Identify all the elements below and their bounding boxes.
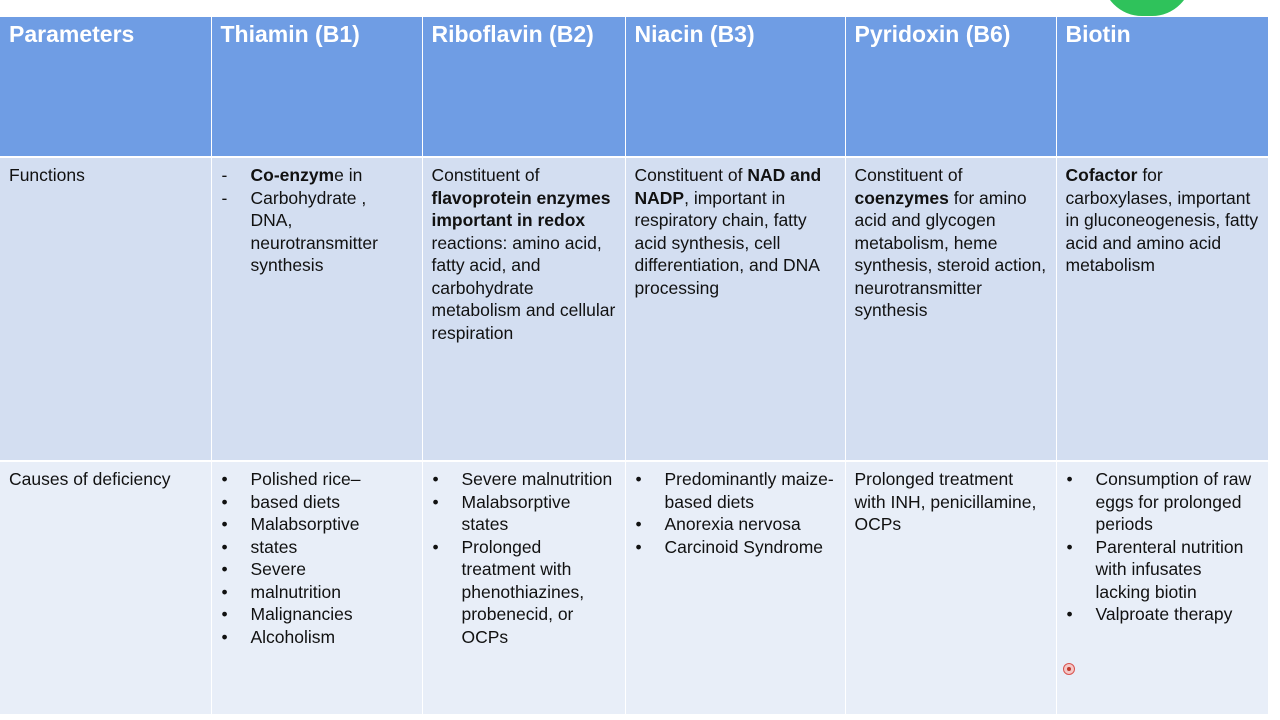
causes-label: Causes of deficiency xyxy=(0,461,211,715)
list-item: • based diets xyxy=(221,491,413,514)
list-item: • Malabsorptive xyxy=(221,513,413,536)
list-item: • Severe malnutrition xyxy=(432,468,616,491)
functions-pyridoxin: Constituent of coenzymes for amino acid and glycogen metabolism, heme synthesis, steroid action, neurotransmitter synthesis xyxy=(845,157,1056,461)
riboflavin-causes-list xyxy=(432,468,616,648)
list-item: • Alcoholism xyxy=(221,626,413,649)
list-item: • Malignancies xyxy=(221,603,413,626)
causes-pyridoxin: Prolonged treatment with INH, penicillamine, OCPs xyxy=(845,461,1056,715)
list-item: • Severe xyxy=(221,558,413,581)
list-item: • Prolonged treatment with phenothiazines, probenecid, or OCPs xyxy=(432,536,616,649)
list-item: • Anorexia nervosa xyxy=(635,513,836,536)
list-item: - Carbohydrate , DNA, neurotransmitter synthesis xyxy=(221,187,413,277)
header-riboflavin: Riboflavin (B2) xyxy=(422,17,625,157)
header-parameters: Parameters xyxy=(0,17,211,157)
list-item: - Co-enzyme in xyxy=(221,164,413,187)
biotin-causes-list xyxy=(1066,468,1259,626)
list-item: • malnutrition xyxy=(221,581,413,604)
pointer-cursor-icon xyxy=(1063,663,1075,675)
vitamin-table xyxy=(0,17,1269,716)
list-item: • Consumption of raw eggs for prolonged periods xyxy=(1066,468,1259,536)
header-niacin: Niacin (B3) xyxy=(625,17,845,157)
causes-riboflavin xyxy=(422,461,625,715)
table-header-row xyxy=(0,17,1268,157)
list-item: • states xyxy=(221,536,413,559)
list-item: • Predominantly maize-based diets xyxy=(635,468,836,513)
table-row-causes xyxy=(0,461,1268,715)
list-item: • Malabsorptive states xyxy=(432,491,616,536)
causes-niacin xyxy=(625,461,845,715)
green-shape-decoration xyxy=(1102,0,1192,16)
header-thiamin: Thiamin (B1) xyxy=(211,17,422,157)
list-item: • Valproate therapy xyxy=(1066,603,1259,626)
functions-biotin: Cofactor for carboxylases, important in gluconeogenesis, fatty acid and amino acid metabolism xyxy=(1056,157,1268,461)
table-row-functions xyxy=(0,157,1268,461)
functions-thiamin xyxy=(211,157,422,461)
list-item: • Carcinoid Syndrome xyxy=(635,536,836,559)
causes-biotin xyxy=(1056,461,1268,715)
header-pyridoxin: Pyridoxin (B6) xyxy=(845,17,1056,157)
niacin-causes-list xyxy=(635,468,836,558)
list-item: • Polished rice– xyxy=(221,468,413,491)
functions-label: Functions xyxy=(0,157,211,461)
thiamin-causes-list xyxy=(221,468,413,648)
list-item: • Parenteral nutrition with infusates lacking biotin xyxy=(1066,536,1259,604)
functions-riboflavin: Constituent of flavoprotein enzymes important in redox reactions: amino acid, fatty acid, and carbohydrate metabolism and cellular respiration xyxy=(422,157,625,461)
functions-niacin: Constituent of NAD and NADP, important in respiratory chain, fatty acid synthesis, cell differentiation, and DNA processing xyxy=(625,157,845,461)
header-biotin: Biotin xyxy=(1056,17,1268,157)
thiamin-function-list xyxy=(221,164,413,277)
causes-thiamin xyxy=(211,461,422,715)
